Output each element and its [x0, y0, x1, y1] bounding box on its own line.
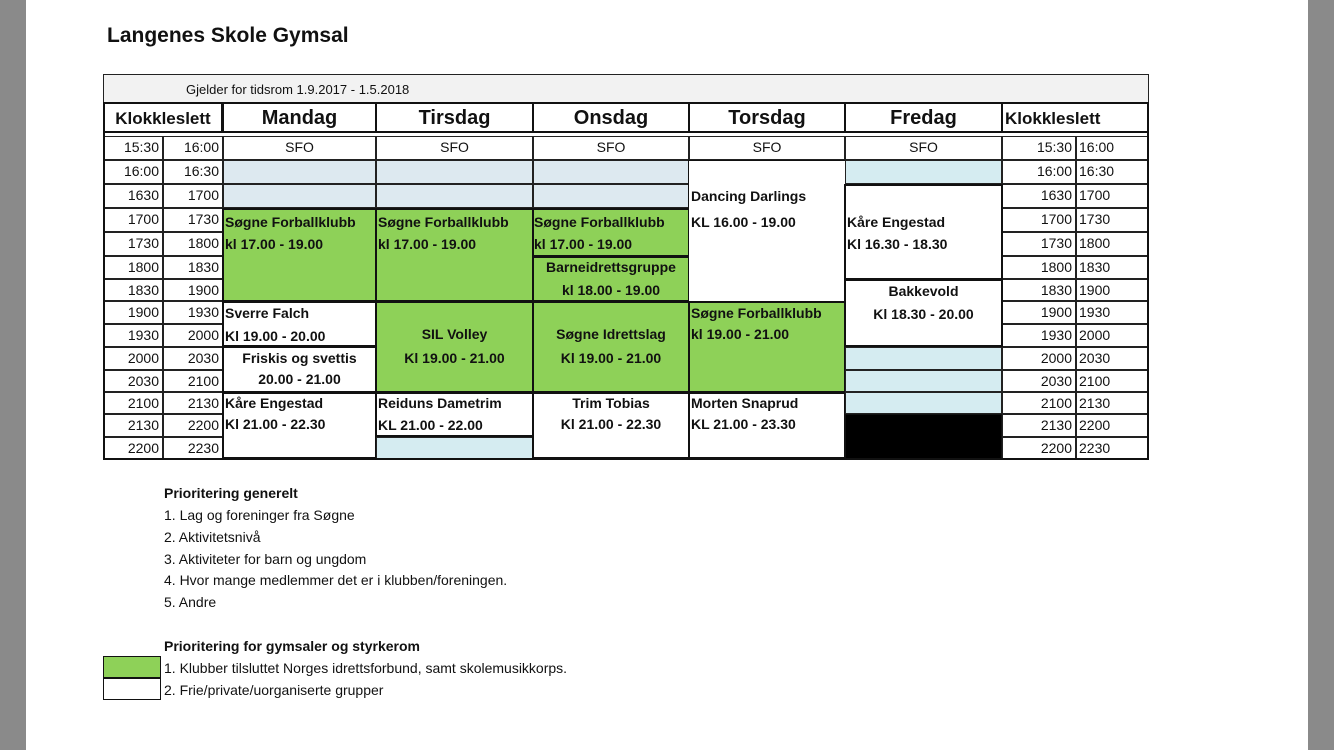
booking-name: Bakkevold — [888, 283, 959, 299]
priority-gym-item: 2. Frie/private/uorganiserte grupper — [164, 682, 384, 698]
time-end-right: 2200 — [1076, 414, 1149, 437]
time-end-right: 1930 — [1076, 301, 1149, 324]
time-start-left: 15:30 — [103, 136, 163, 160]
time-start-left: 2100 — [103, 392, 163, 414]
header-mandag: Mandag — [222, 102, 377, 133]
time-start-right: 2200 — [1002, 437, 1076, 460]
time-end-right: 2000 — [1076, 324, 1149, 347]
booking-time: Kl 21.00 - 22.30 — [225, 416, 326, 432]
booking-name: Søgne Forballklubb — [225, 214, 356, 230]
time-start-left: 1700 — [103, 208, 163, 232]
time-start-right: 16:00 — [1002, 160, 1076, 184]
time-end-left: 2200 — [163, 414, 223, 437]
booking-name: Trim Tobias — [572, 395, 650, 411]
priority-general-item: 2. Aktivitetsnivå — [164, 529, 261, 545]
time-start-right: 15:30 — [1002, 136, 1076, 160]
priority-gym-heading: Prioritering for gymsaler og styrkerom — [164, 638, 420, 654]
period-text: Gjelder for tidsrom 1.9.2017 - 1.5.2018 — [186, 82, 410, 97]
slot-empty — [533, 184, 689, 208]
time-end-left: 1700 — [163, 184, 223, 208]
booking-time: KL 16.00 - 19.00 — [691, 214, 796, 230]
booking-time: Kl 19.00 - 21.00 — [404, 350, 505, 366]
priority-gym-item: 1. Klubber tilsluttet Norges idrettsforbund, samt skolemusikkorps. — [164, 660, 568, 676]
booking-fredag-kare — [844, 184, 1003, 280]
booking-time: Kl 19.00 - 20.00 — [225, 328, 326, 344]
time-end-right: 2130 — [1076, 392, 1149, 414]
time-end-right: 1730 — [1076, 208, 1149, 232]
booking-time: Kl 18.30 - 20.00 — [873, 306, 974, 322]
slot-empty — [376, 437, 533, 459]
slot-empty — [845, 347, 1002, 370]
priority-general-item: 1. Lag og foreninger fra Søgne — [164, 507, 355, 523]
booking-name: Morten Snaprud — [691, 395, 799, 411]
header-time-left: Klokkleslett — [103, 102, 223, 133]
time-end-right: 1700 — [1076, 184, 1149, 208]
time-start-left: 2130 — [103, 414, 163, 437]
booking-name: Barneidrettsgruppe — [546, 259, 676, 275]
time-start-left: 16:00 — [103, 160, 163, 184]
priority-general-item: 4. Hvor mange medlemmer det er i klubben/foreningen. — [164, 572, 508, 588]
time-end-right: 1800 — [1076, 232, 1149, 256]
time-end-right: 1830 — [1076, 256, 1149, 279]
time-end-right: 2030 — [1076, 347, 1149, 370]
time-end-right: 16:30 — [1076, 160, 1149, 184]
time-end-right: 1900 — [1076, 279, 1149, 301]
booking-name: Friskis og svettis — [242, 350, 357, 366]
slot-empty — [376, 184, 533, 208]
booking-torsdag-dd — [688, 160, 846, 302]
booking-time: Kl 21.00 - 22.30 — [560, 416, 662, 432]
time-start-left: 1730 — [103, 232, 163, 256]
time-start-left: 2000 — [103, 347, 163, 370]
booking-name: Dancing Darlings — [691, 188, 807, 204]
priority-general-heading: Prioritering generelt — [164, 485, 298, 501]
time-end-left: 1730 — [163, 208, 223, 232]
time-end-left: 2000 — [163, 324, 223, 347]
booking-name: Reiduns Dametrim — [378, 395, 502, 411]
time-end-left: 2030 — [163, 347, 223, 370]
booking-name: Sverre Falch — [225, 305, 310, 321]
slot-blocked — [845, 414, 1002, 459]
slot-empty — [376, 160, 533, 184]
time-start-right: 1700 — [1002, 208, 1076, 232]
sfo-onsdag: SFO — [533, 136, 689, 160]
slot-empty — [845, 392, 1002, 414]
booking-name: Kåre Engestad — [847, 214, 946, 230]
header-time-right: Klokkleslett — [1001, 102, 1149, 133]
legend-swatch-white — [103, 678, 161, 700]
time-start-left: 2200 — [103, 437, 163, 460]
time-end-right: 2230 — [1076, 437, 1149, 460]
booking-name: Søgne Forballklubb — [691, 305, 822, 321]
time-start-right: 2000 — [1002, 347, 1076, 370]
legend-swatch-green — [103, 656, 161, 678]
sfo-fredag: SFO — [845, 136, 1002, 160]
time-end-right: 2100 — [1076, 370, 1149, 392]
time-end-left: 2230 — [163, 437, 223, 460]
time-end-left: 16:30 — [163, 160, 223, 184]
header-tirsdag: Tirsdag — [375, 102, 534, 133]
time-end-left: 16:00 — [163, 136, 223, 160]
booking-time: 20.00 - 21.00 — [258, 371, 341, 387]
booking-time: KL 21.00 - 23.30 — [691, 416, 796, 432]
booking-time: kl 19.00 - 21.00 — [691, 326, 790, 342]
time-start-right: 1730 — [1002, 232, 1076, 256]
booking-time: kl 17.00 - 19.00 — [225, 236, 324, 252]
time-start-left: 2030 — [103, 370, 163, 392]
time-start-right: 2130 — [1002, 414, 1076, 437]
time-start-right: 1900 — [1002, 301, 1076, 324]
time-start-right: 1800 — [1002, 256, 1076, 279]
header-fredag: Fredag — [844, 102, 1003, 133]
time-start-right: 2100 — [1002, 392, 1076, 414]
time-start-left: 1800 — [103, 256, 163, 279]
time-start-left: 1830 — [103, 279, 163, 301]
booking-time: Kl 16.30 - 18.30 — [847, 236, 948, 252]
time-start-left: 1930 — [103, 324, 163, 347]
time-start-right: 1930 — [1002, 324, 1076, 347]
slot-empty — [533, 160, 689, 184]
booking-name: Søgne Forballklubb — [378, 214, 509, 230]
sfo-torsdag: SFO — [689, 136, 845, 160]
slot-empty — [845, 160, 1002, 184]
booking-time: Kl 19.00 - 21.00 — [560, 350, 662, 366]
time-end-left: 1930 — [163, 301, 223, 324]
booking-time: kl 18.00 - 19.00 — [561, 282, 661, 298]
priority-general-item: 3. Aktiviteter for barn og ungdom — [164, 551, 367, 567]
time-start-left: 1630 — [103, 184, 163, 208]
slot-empty — [223, 184, 376, 208]
booking-time: kl 17.00 - 19.00 — [534, 236, 633, 252]
booking-time: kl 17.00 - 19.00 — [378, 236, 477, 252]
time-start-right: 1830 — [1002, 279, 1076, 301]
time-end-left: 1830 — [163, 256, 223, 279]
booking-tirsdag-sil — [375, 301, 534, 393]
booking-name: Kåre Engestad — [225, 395, 324, 411]
booking-name: SIL Volley — [421, 326, 488, 342]
time-start-left: 1900 — [103, 301, 163, 324]
time-end-left: 1800 — [163, 232, 223, 256]
time-end-left: 2130 — [163, 392, 223, 414]
time-end-left: 2100 — [163, 370, 223, 392]
booking-time: KL 21.00 - 22.00 — [378, 417, 483, 433]
time-start-right: 1630 — [1002, 184, 1076, 208]
booking-onsdag-sil — [532, 301, 690, 393]
sfo-tirsdag: SFO — [376, 136, 533, 160]
header-torsdag: Torsdag — [688, 102, 846, 133]
slot-empty — [845, 370, 1002, 392]
time-start-right: 2030 — [1002, 370, 1076, 392]
priority-general-item: 5. Andre — [164, 594, 217, 610]
document-title: Langenes Skole Gymsal — [107, 24, 349, 47]
time-end-left: 1900 — [163, 279, 223, 301]
sfo-mandag: SFO — [223, 136, 376, 160]
slot-empty — [223, 160, 376, 184]
header-onsdag: Onsdag — [532, 102, 690, 133]
booking-name: Søgne Idrettslag — [556, 326, 666, 342]
time-end-right: 16:00 — [1076, 136, 1149, 160]
booking-name: Søgne Forballklubb — [534, 214, 665, 230]
